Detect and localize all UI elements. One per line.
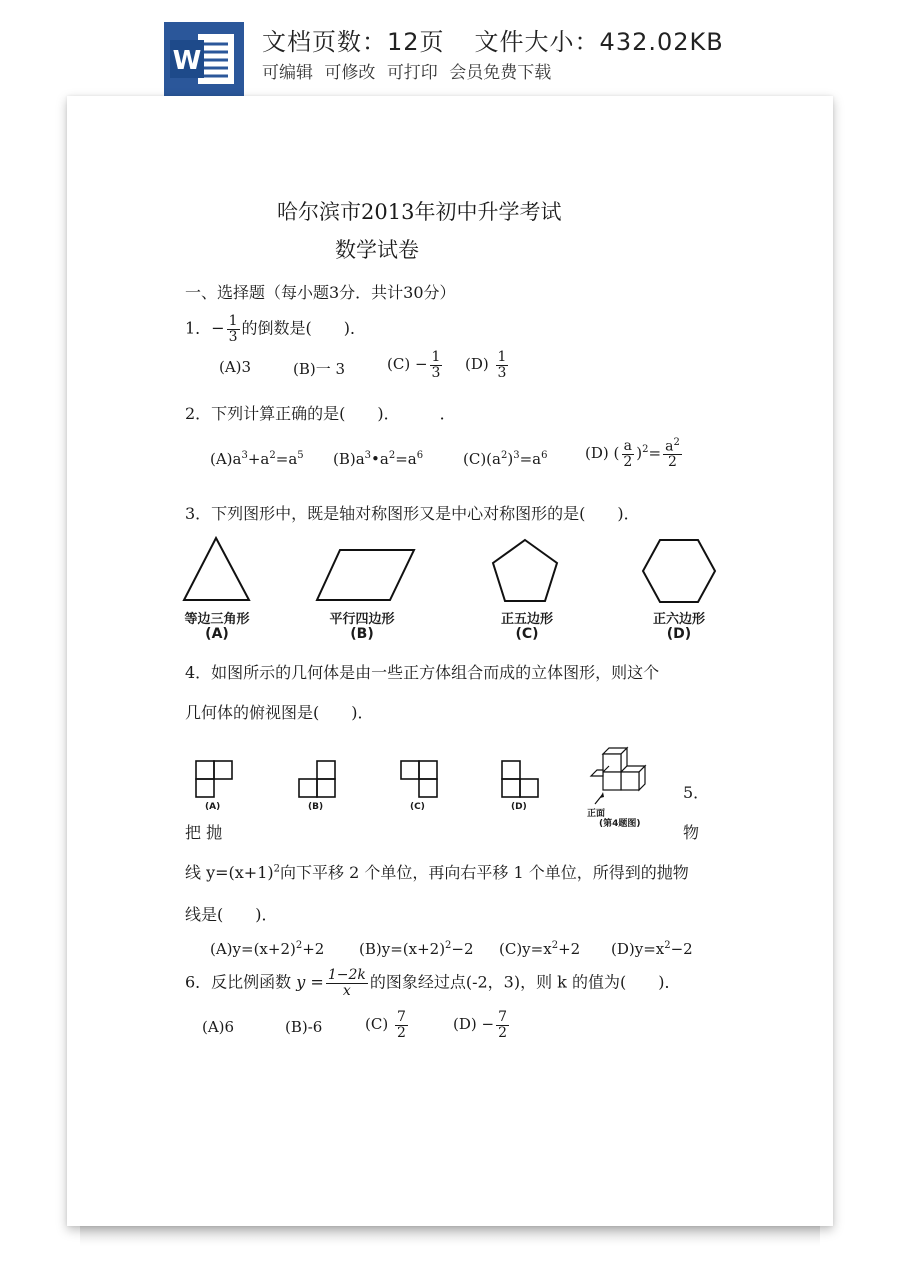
- shape-letter-b: (B): [350, 626, 374, 642]
- q1-option-b: (B)一 3: [293, 360, 346, 378]
- shape-letter-c: (C): [515, 626, 539, 642]
- top-view-option-a-figure: [195, 760, 235, 800]
- q2-option-b: $(B)a^3•a^2=a^6$: [333, 450, 424, 468]
- feature-editable: 可编辑: [262, 63, 313, 83]
- shape-label-a: 等边三角形: [184, 612, 250, 627]
- q1-option-a: (A)3: [219, 358, 252, 376]
- word-document-icon: [164, 22, 244, 96]
- q2-option-d: (D) ( $\frac{a}{2}$ )$^2$= $\frac{a^2}{2}$: [585, 437, 680, 471]
- document-page: [67, 96, 833, 1226]
- shape-label-d: 正六边形: [652, 612, 705, 627]
- question-5-line1-left: 把 抛: [185, 823, 223, 842]
- file-meta: [262, 22, 724, 57]
- q1-option-c: (C) − $\frac{1}{3}$: [387, 349, 441, 381]
- top-view-label-d: (D): [511, 802, 527, 812]
- parallelogram-figure: [316, 548, 416, 602]
- feature-free-download[interactable]: 会员免费下载: [449, 63, 552, 83]
- feature-printable: 可打印: [386, 63, 438, 83]
- question-5-line1-right: 物: [683, 823, 700, 842]
- section-heading: 一、选择题（每小题3分．共计30分）: [185, 283, 456, 302]
- question-5-line3: 线是( )．: [185, 905, 278, 924]
- regular-hexagon-figure: [641, 538, 717, 604]
- q5-option-b: $(B)y=(x+2)^2-2$: [359, 940, 474, 958]
- top-view-label-b: (B): [308, 802, 324, 812]
- shape-letter-d: (D): [666, 626, 692, 642]
- q5-option-a: $(A)y=(x+2)^2+2$: [210, 940, 325, 958]
- shape-letter-a: (A): [205, 626, 229, 642]
- top-view-option-b-figure: [298, 760, 338, 800]
- exam-subtitle: 数学试卷: [335, 238, 419, 262]
- fraction: $\frac{1}{3}$: [228, 313, 238, 345]
- front-view-label: 正面: [587, 809, 606, 819]
- question-4-line2: 几何体的俯视图是( )．: [185, 703, 374, 722]
- svg-text:W: W: [172, 46, 202, 76]
- file-size: 文件大小：432.02KB: [474, 28, 724, 56]
- question-2: 2．下列计算正确的是( )． ．: [185, 404, 456, 423]
- shape-label-c: 正五边形: [500, 612, 553, 627]
- q2-option-c: $(C)(a^2)^3=a^6$: [463, 450, 548, 468]
- q6-option-a: (A)6: [202, 1018, 235, 1036]
- top-view-option-d-figure: [501, 760, 541, 800]
- shape-label-b: 平行四边形: [329, 612, 395, 627]
- question-3: 3．下列图形中，既是轴对称图形又是中心对称图形的是( )．: [185, 504, 640, 523]
- document-info-banner: [0, 0, 900, 96]
- feature-list: [262, 58, 551, 83]
- page-shadow: [80, 1226, 820, 1246]
- question-4-line1: 4．如图所示的几何体是由一些正方体组合而成的立体图形，则这个: [185, 663, 660, 682]
- q2-option-a: $(A)a^3+a^2=a^5$: [210, 450, 304, 468]
- page-count: 文档页数：12页: [262, 28, 445, 56]
- exam-title: 哈尔滨市2013年初中升学考试: [277, 200, 562, 224]
- question-6: 6．反比例函数 y = $\frac{1-2k}{x}$ 的图象经过点(-2，3)，则 k 的值为( )．: [185, 967, 681, 999]
- q6-option-d: (D) − $\frac{7}{2}$: [453, 1009, 508, 1041]
- top-view-label-c: (C): [410, 802, 425, 812]
- figure-caption: (第4题图): [599, 819, 641, 829]
- equilateral-triangle-figure: [183, 536, 253, 604]
- q5-option-c: $(C)y=x^2+2$: [499, 940, 581, 958]
- top-view-label-a: (A): [205, 802, 221, 812]
- regular-pentagon-figure: [491, 538, 561, 604]
- q5-option-d: $(D)y=x^2-2$: [611, 940, 693, 958]
- q6-option-c: (C) $\frac{7}{2}$: [365, 1009, 406, 1041]
- q1-option-d: (D) $\frac{1}{3}$: [465, 349, 507, 381]
- question-5-number: 5．: [683, 783, 710, 802]
- question-1: 1．− $\frac{1}{3}$ 的倒数是( )．: [185, 313, 367, 345]
- cube-solid-figure: [589, 746, 653, 808]
- feature-modifiable: 可修改: [324, 63, 376, 83]
- q6-option-b: (B)-6: [285, 1018, 323, 1036]
- question-5-line2: 线 $y=(x+1)^2$向下平移 2 个单位，再向右平移 1 个单位，所得到的抛物: [185, 863, 689, 882]
- top-view-option-c-figure: [400, 760, 440, 800]
